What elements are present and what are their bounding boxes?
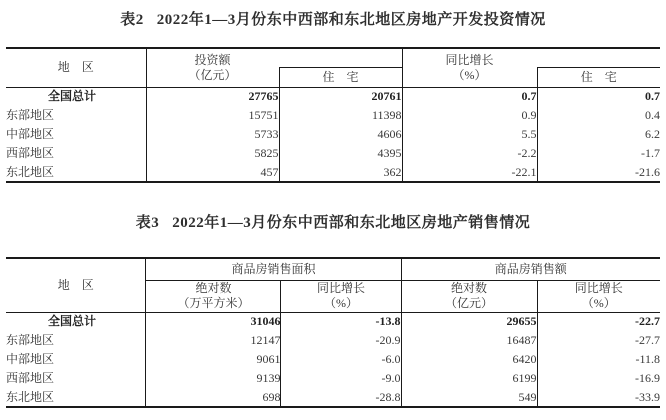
value-cell: 4606 — [279, 125, 402, 144]
value-cell: -27.7 — [537, 331, 660, 350]
table2-title-label: 表2 — [120, 12, 144, 28]
table-row — [6, 163, 660, 182]
value-cell: 362 — [279, 163, 402, 182]
region-cell: 中部地区 — [5, 352, 54, 366]
header-investment: 投资额 （亿元） — [146, 48, 279, 87]
value-cell: 11398 — [279, 106, 402, 125]
value-cell: 27765 — [146, 87, 279, 106]
value-cell: -28.8 — [281, 388, 401, 407]
region-cell: 全国总计 — [48, 89, 97, 104]
value-cell: 5733 — [146, 125, 279, 144]
value-cell: -9.0 — [281, 369, 401, 388]
table-row — [6, 350, 660, 369]
table2-title-text: 2022年1—3月份东中西部和东北地区房地产开发投资情况 — [156, 12, 546, 28]
value-cell: 0.7 — [537, 87, 660, 106]
table-row — [6, 87, 660, 106]
value-cell: 15751 — [146, 106, 279, 125]
investment-table — [6, 47, 660, 183]
value-cell: 549 — [401, 388, 537, 407]
region-cell: 西部地区 — [5, 371, 54, 385]
header-residential-sub: 住 宅 — [279, 67, 402, 87]
region-cell: 东部地区 — [6, 108, 55, 122]
value-cell: -16.9 — [537, 369, 660, 388]
table-row — [6, 388, 660, 407]
value-cell: -6.0 — [281, 350, 401, 369]
value-cell: 0.9 — [402, 106, 537, 125]
value-cell: 0.4 — [537, 106, 660, 125]
value-cell: 6199 — [401, 369, 537, 388]
table-row — [6, 331, 660, 350]
region-cell: 中部地区 — [6, 127, 55, 141]
header-sales-amount-group: 商品房销售额 — [401, 258, 660, 280]
value-cell: -13.8 — [281, 312, 401, 331]
header-region: 地 区 — [6, 258, 146, 312]
header-spacer-residential — [279, 48, 402, 67]
header-region: 地 区 — [6, 48, 146, 87]
value-cell: -20.9 — [281, 331, 401, 350]
value-cell: 31046 — [146, 312, 281, 331]
header-area-yoy: 同比增长 （%） — [281, 280, 401, 312]
region-cell: 东北地区 — [5, 389, 54, 404]
value-cell: 16487 — [401, 331, 537, 350]
table-row — [6, 369, 660, 388]
value-cell: 5.5 — [402, 125, 537, 144]
value-cell: 0.7 — [402, 87, 537, 106]
sales-table — [6, 257, 660, 408]
value-cell: 12147 — [146, 331, 281, 350]
table-row — [6, 144, 660, 163]
value-cell: 20761 — [279, 87, 402, 106]
table3-title — [0, 214, 666, 233]
header-area-absolute: 绝对数 （万平方米） — [146, 280, 281, 312]
table3-header-row-1 — [6, 258, 660, 280]
value-cell: -33.9 — [537, 388, 660, 407]
table3-title-text: 2022年1—3月份东中西部和东北地区房地产销售情况 — [172, 215, 531, 231]
header-spacer-yoy-residential — [537, 48, 660, 67]
header-amount-absolute: 绝对数 （亿元） — [401, 280, 537, 312]
value-cell: 698 — [146, 388, 281, 407]
value-cell: -22.1 — [402, 163, 537, 182]
value-cell: 9139 — [146, 369, 281, 388]
value-cell: 6420 — [401, 350, 537, 369]
value-cell: 5825 — [146, 144, 279, 163]
table2-title — [0, 11, 666, 30]
value-cell: 4395 — [279, 144, 402, 163]
table-row — [6, 312, 660, 331]
value-cell: 6.2 — [537, 125, 660, 144]
value-cell: -21.6 — [537, 163, 660, 182]
region-cell: 东北地区 — [6, 164, 55, 179]
table2-header-row-1 — [6, 48, 660, 67]
region-cell: 全国总计 — [47, 314, 96, 329]
value-cell: -2.2 — [402, 144, 537, 163]
table-row — [6, 106, 660, 125]
value-cell: -22.7 — [537, 312, 660, 331]
header-yoy: 同比增长 （%） — [402, 48, 537, 87]
value-cell: 457 — [146, 163, 279, 182]
value-cell: -11.8 — [537, 350, 660, 369]
header-yoy-residential-sub: 住 宅 — [537, 67, 660, 87]
region-cell: 西部地区 — [6, 146, 55, 160]
value-cell: -1.7 — [537, 144, 660, 163]
table3-title-label: 表3 — [135, 215, 160, 231]
region-cell: 东部地区 — [5, 333, 54, 347]
header-amount-yoy: 同比增长 （%） — [537, 280, 660, 312]
table-row — [6, 125, 660, 144]
value-cell: 29655 — [401, 312, 537, 331]
header-sales-area-group: 商品房销售面积 — [146, 258, 401, 280]
value-cell: 9061 — [146, 350, 281, 369]
